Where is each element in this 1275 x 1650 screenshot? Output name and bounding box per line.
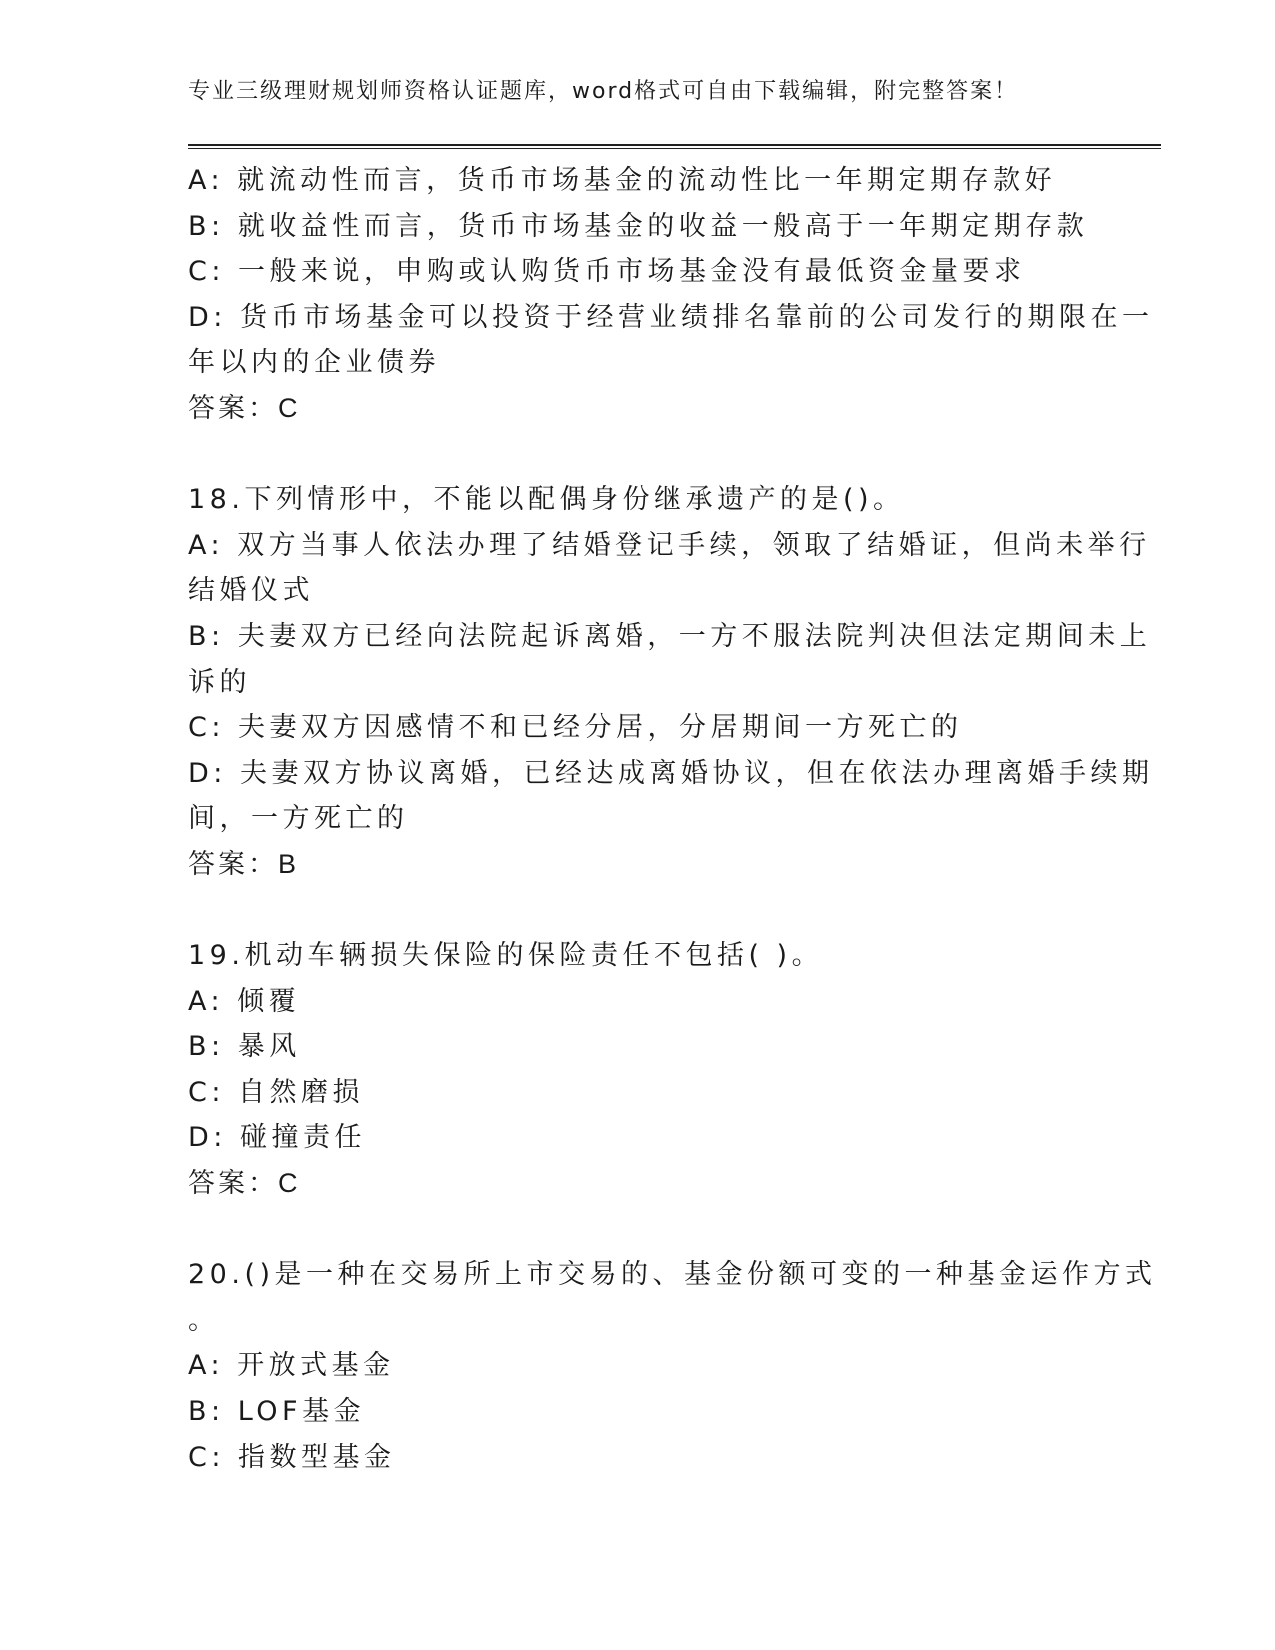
option-line: 年以内的企业债券 (188, 347, 440, 379)
page-header: 专业三级理财规划师资格认证题库，word格式可自由下载编辑，附完整答案！ (188, 79, 1019, 104)
question-18 (188, 477, 1154, 887)
header-divider (188, 144, 1161, 149)
answer-line: 答案：C (188, 392, 301, 423)
option-line: C: 自然磨损 (188, 1076, 365, 1108)
question-17-continuation (188, 158, 1154, 432)
answer-line: 答案：C (188, 1168, 301, 1199)
option-line: D: 货币市场基金可以投资于经营业绩排名靠前的公司发行的期限在一 (188, 301, 1154, 333)
option-line: D: 碰撞责任 (188, 1122, 366, 1154)
question-20 (188, 1252, 1157, 1480)
answer-line: 答案：B (188, 848, 300, 879)
option-line: B: 就收益性而言，货币市场基金的收益一般高于一年期定期存款 (188, 210, 1089, 242)
option-line: B: 夫妻双方已经向法院起诉离婚，一方不服法院判决但法定期间未上 (188, 620, 1152, 652)
option-line: A: 倾覆 (188, 985, 301, 1017)
option-line: 诉的 (188, 666, 251, 698)
question-stem: 18.下列情形中，不能以配偶身份继承遗产的是()。 (188, 484, 905, 516)
option-line: 结婚仪式 (188, 575, 314, 607)
option-line: B: LOF基金 (188, 1396, 366, 1428)
question-content (188, 158, 1157, 1480)
option-line: B: 暴风 (188, 1031, 301, 1063)
question-stem: 。 (188, 1304, 220, 1336)
option-line: A: 开放式基金 (188, 1350, 395, 1382)
question-stem: 19.机动车辆损失保险的保险责任不包括( )。 (188, 940, 824, 972)
option-line: D: 夫妻双方协议离婚，已经达成离婚协议，但在依法办理离婚手续期 (188, 757, 1154, 789)
option-line: C: 一般来说，申购或认购货币市场基金没有最低资金量要求 (188, 256, 1026, 288)
option-line: 间，一方死亡的 (188, 803, 409, 835)
question-19 (188, 933, 1088, 1207)
option-line: C: 夫妻双方因感情不和已经分居，分居期间一方死亡的 (188, 712, 963, 744)
question-stem: 20.()是一种在交易所上市交易的、基金份额可变的一种基金运作方式 (188, 1259, 1157, 1291)
option-line: A: 双方当事人依法办理了结婚登记手续，领取了结婚证，但尚未举行 (188, 529, 1151, 561)
option-line: A: 就流动性而言，货币市场基金的流动性比一年期定期存款好 (188, 165, 1057, 196)
option-line: C: 指数型基金 (188, 1441, 396, 1473)
